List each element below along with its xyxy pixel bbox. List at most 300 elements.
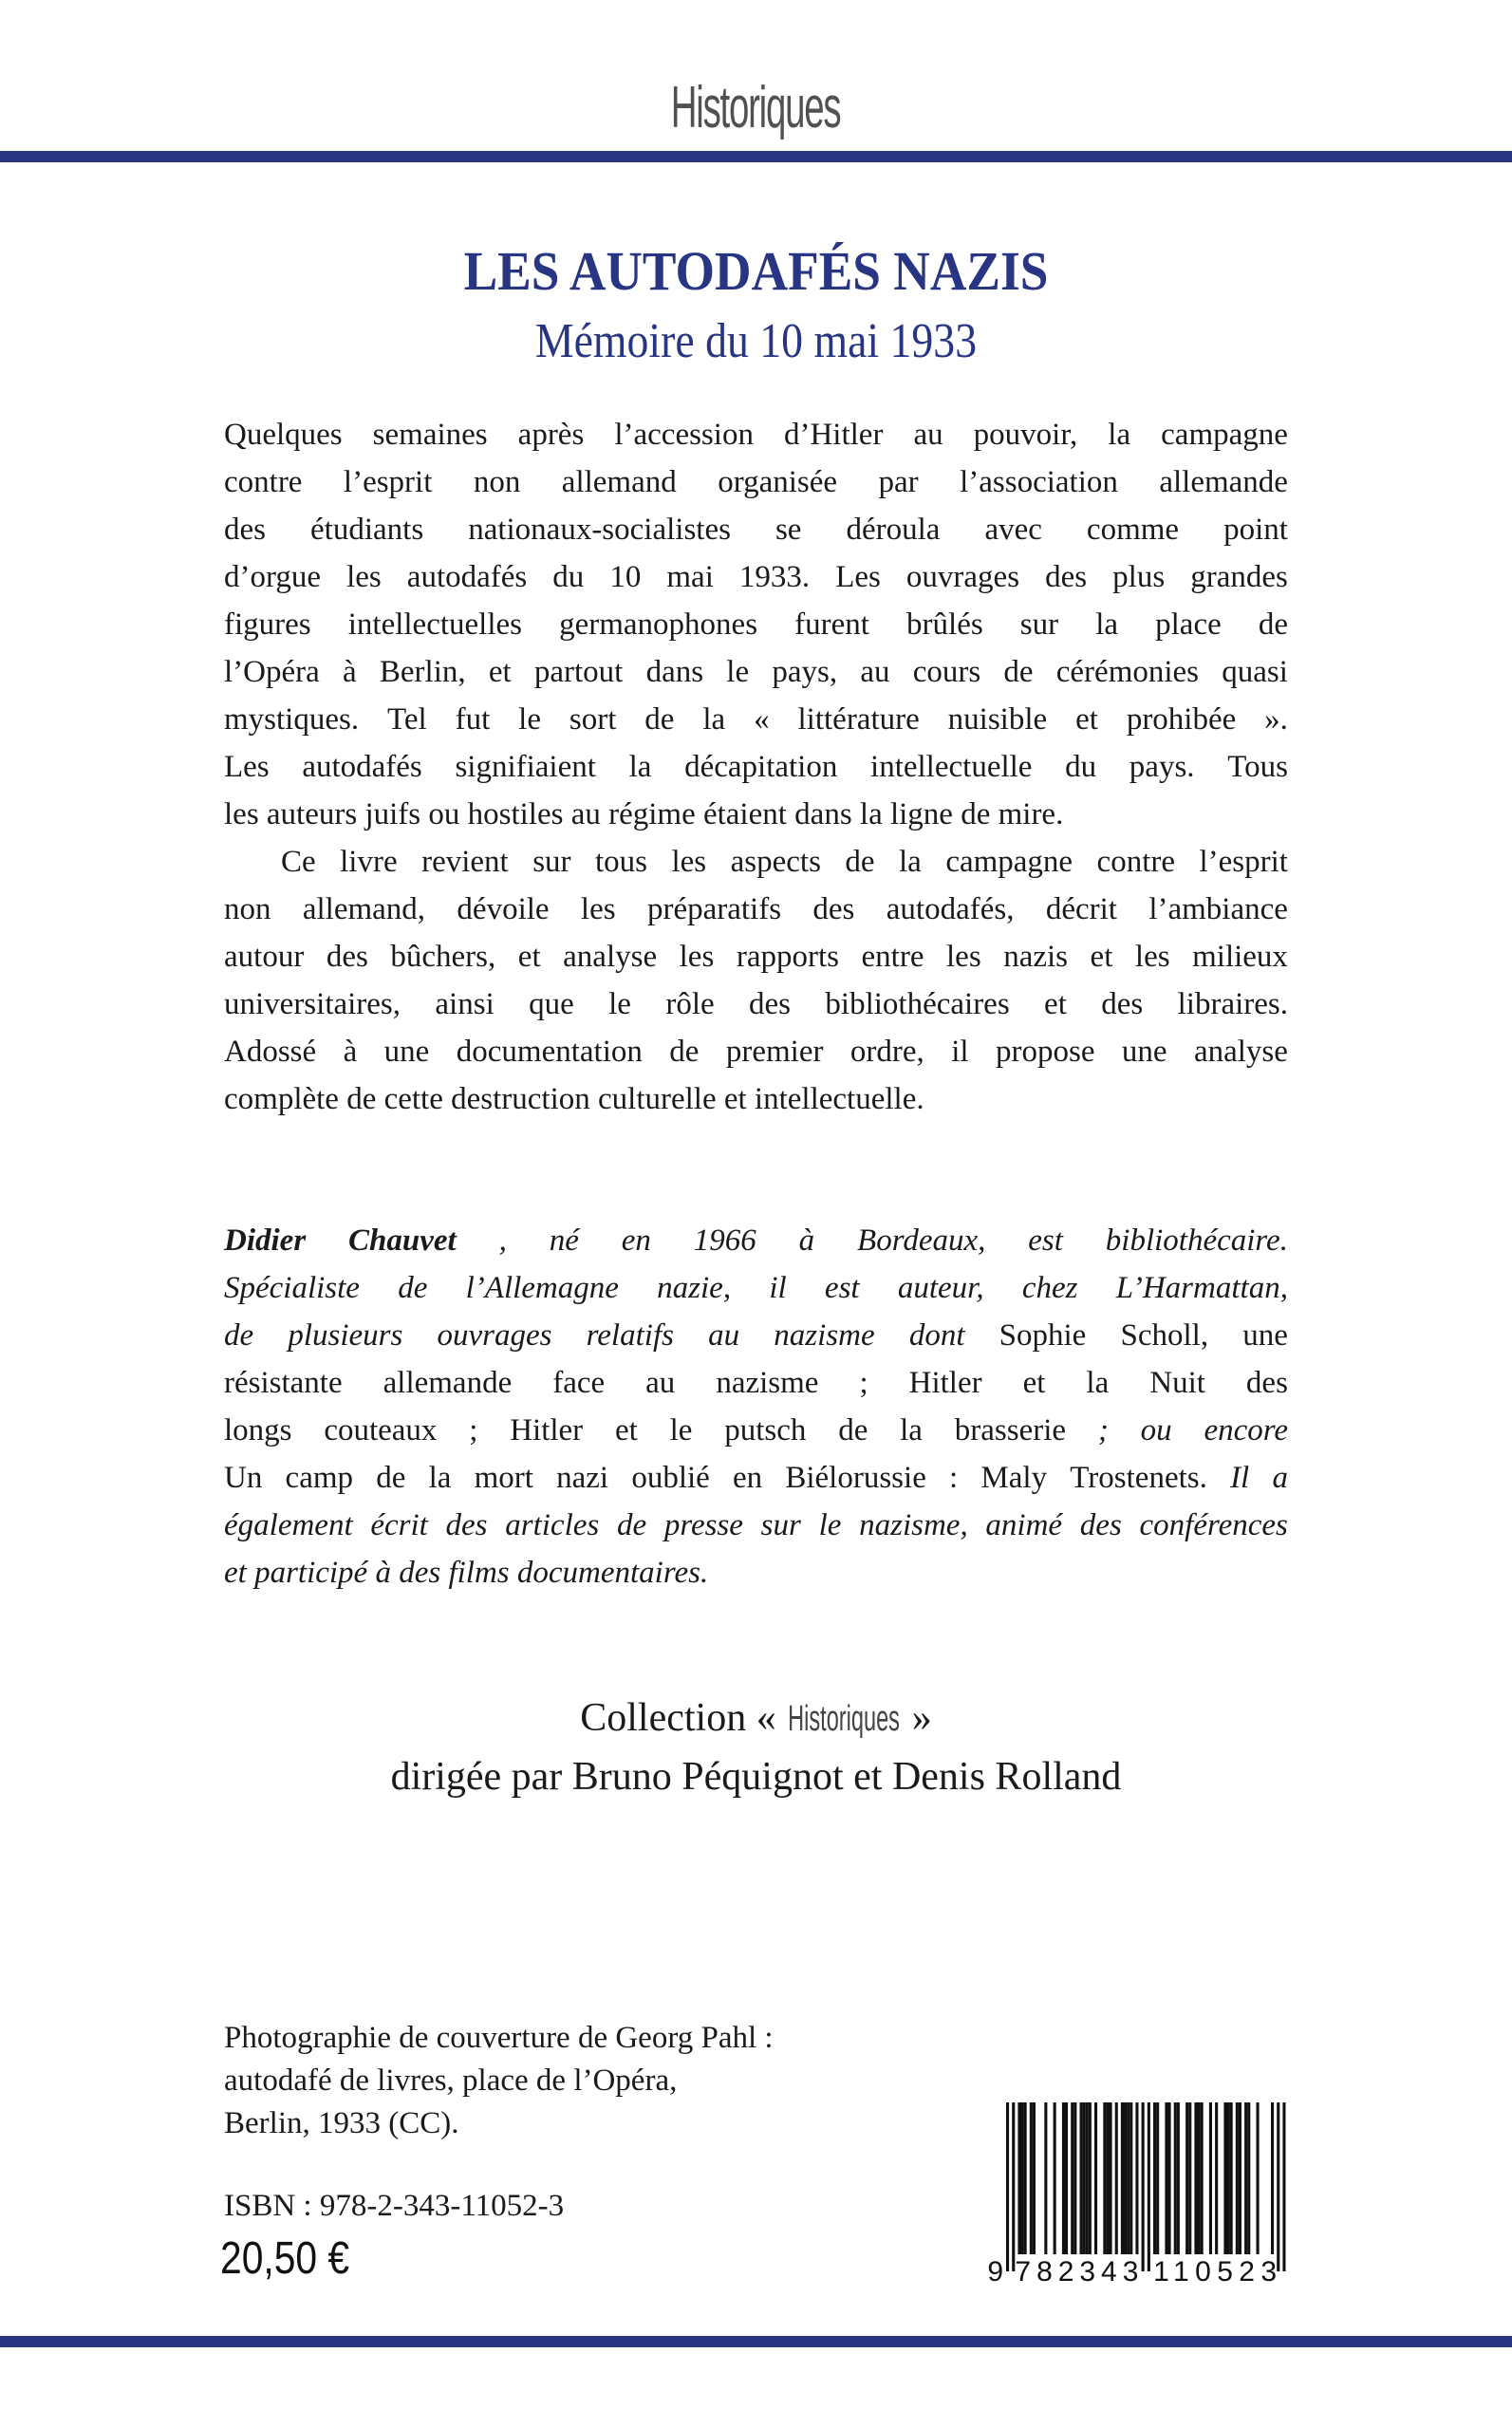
credit-line: Photographie de couverture de Georg Pahl : <box>224 2021 774 2055</box>
word: Berlin, <box>379 655 466 689</box>
word: conférences <box>1139 1508 1288 1542</box>
word: nazi <box>556 1461 609 1495</box>
text-line <box>224 1549 1288 1597</box>
word: entre <box>861 940 924 974</box>
word: nazis <box>1003 940 1069 974</box>
word: nazie, <box>657 1271 732 1305</box>
word: la <box>1095 607 1119 642</box>
word: d’Hitler <box>783 418 884 452</box>
word: Scholl, <box>1120 1318 1209 1353</box>
word: premier <box>725 1035 824 1069</box>
collection-name: Historiques <box>788 1699 901 1739</box>
word: oublié <box>631 1461 710 1495</box>
word: aspects <box>730 845 821 879</box>
word: 10 <box>609 560 642 594</box>
word: de <box>838 1413 868 1447</box>
barcode-bar <box>1156 2102 1159 2254</box>
word: putsch <box>724 1413 807 1447</box>
word: né <box>549 1223 579 1258</box>
text-line <box>224 1502 1288 1549</box>
word: bibliothécaire. <box>1105 1223 1288 1258</box>
word: au <box>913 418 943 452</box>
book-title: LES AUTODAFÉS NAZIS <box>463 240 1049 302</box>
text-line <box>224 791 1288 838</box>
word: longs <box>224 1413 292 1447</box>
word: organisée <box>718 465 838 499</box>
barcode-bar <box>1230 2102 1233 2254</box>
word: intellectuelles <box>347 607 522 642</box>
word: des <box>1045 560 1088 594</box>
word: rapports <box>736 940 839 974</box>
barcode-bar <box>1239 2102 1241 2254</box>
word: germanophones <box>559 607 758 642</box>
word: de <box>845 845 875 879</box>
word: allemande <box>383 1366 513 1400</box>
word: une <box>383 1035 430 1069</box>
word: Sophie <box>999 1318 1087 1353</box>
word: sort <box>569 702 617 737</box>
word: les <box>346 560 382 594</box>
text-line <box>224 648 1288 696</box>
word: brûlés <box>906 607 983 642</box>
word: à <box>343 655 357 689</box>
isbn: ISBN : 978-2-343-11052-3 <box>224 2189 565 2223</box>
barcode-bar <box>1121 2102 1124 2254</box>
word: préparatifs <box>646 892 782 926</box>
word: brasserie <box>954 1413 1067 1447</box>
word: le <box>818 1508 842 1542</box>
word: de <box>669 1035 700 1069</box>
barcode-bar <box>1244 2102 1247 2254</box>
barcode-bar <box>1129 2102 1132 2254</box>
barcode-bar <box>1110 2102 1112 2254</box>
word: plus <box>1112 560 1166 594</box>
word: animé <box>985 1508 1063 1542</box>
word: ; <box>469 1413 478 1447</box>
bottom-rule <box>0 2336 1512 2347</box>
word: de <box>398 1271 428 1305</box>
word: avec <box>984 513 1042 547</box>
barcode-digits: 9 <box>987 2256 1003 2288</box>
barcode-bar <box>1236 2102 1239 2254</box>
word: à <box>798 1223 815 1258</box>
word: Biélorussie <box>785 1461 926 1495</box>
barcode-bar <box>1089 2102 1092 2254</box>
word: fut <box>455 702 491 737</box>
word: bibliothécaires <box>825 987 1010 1021</box>
word: ». <box>1264 702 1288 737</box>
word: place <box>1155 607 1222 642</box>
word: intellectuelle <box>870 750 1033 784</box>
word: Hitler <box>510 1413 584 1447</box>
word: il <box>951 1035 969 1069</box>
word: analyse <box>563 940 658 974</box>
barcode-bar <box>1271 2102 1274 2254</box>
word: de <box>1258 607 1288 642</box>
word: analyse <box>1193 1035 1288 1069</box>
word: une <box>1242 1318 1288 1353</box>
word: Un <box>224 1461 263 1495</box>
word: l’Opéra <box>224 655 320 689</box>
word: livre <box>340 845 398 879</box>
word: ainsi <box>435 987 495 1021</box>
word: Chauvet <box>348 1223 457 1258</box>
barcode-bar <box>1198 2102 1201 2254</box>
word: et <box>1075 702 1098 737</box>
word: couteaux <box>324 1413 438 1447</box>
word: autodafés <box>406 560 528 594</box>
word: a <box>1272 1461 1288 1495</box>
word: et <box>517 940 541 974</box>
collection-directors: dirigée par Bruno Péquignot et Denis Rolland <box>390 1755 1122 1799</box>
word: point <box>1223 513 1288 547</box>
barcode-bar <box>1006 2102 1009 2271</box>
word: des <box>1101 987 1144 1021</box>
word: des <box>445 1508 488 1542</box>
word: nazisme <box>774 1318 875 1353</box>
word: et <box>488 655 512 689</box>
word: est <box>824 1271 860 1305</box>
barcode-bar <box>1062 2102 1065 2254</box>
barcode-bar <box>1185 2102 1188 2254</box>
word: au <box>860 655 890 689</box>
text-line <box>224 1312 1288 1359</box>
word: presse <box>663 1508 743 1542</box>
word: ouvrages <box>905 560 1020 594</box>
barcode-bar <box>1030 2102 1033 2254</box>
word: déroula <box>846 513 941 547</box>
word: en <box>733 1461 763 1495</box>
word: Les <box>835 560 881 594</box>
word: revient <box>421 845 509 879</box>
word: universitaires, <box>224 987 401 1021</box>
word: et <box>1022 1366 1046 1400</box>
text-line <box>224 933 1288 980</box>
word: des <box>224 513 266 547</box>
word: L’Harmattan, <box>1115 1271 1288 1305</box>
barcode-bar <box>1142 2102 1145 2271</box>
collection-prefix: Collection « <box>580 1696 787 1740</box>
barcode-bar <box>1188 2102 1191 2254</box>
barcode-bar <box>1080 2102 1083 2254</box>
word: relatifs <box>586 1318 674 1353</box>
word: sur <box>532 845 571 879</box>
word: les <box>580 892 616 926</box>
word: contre <box>224 465 303 499</box>
word: Il <box>1230 1461 1250 1495</box>
word: l’esprit <box>1199 845 1288 879</box>
word: chez <box>1021 1271 1078 1305</box>
word: également <box>224 1508 353 1542</box>
barcode-bar <box>1282 2102 1285 2271</box>
word: la <box>628 750 652 784</box>
barcode-bar <box>1209 2102 1212 2254</box>
barcode-bar <box>1073 2102 1076 2254</box>
text-line <box>224 601 1288 648</box>
word: articles <box>505 1508 600 1542</box>
word: le <box>608 987 631 1021</box>
barcode-bar <box>1127 2102 1129 2254</box>
word: mystiques. <box>224 702 360 737</box>
word: l’ambiance <box>1148 892 1288 926</box>
word: décapitation <box>684 750 838 784</box>
word: dont <box>908 1318 965 1353</box>
word: allemande <box>1159 465 1288 499</box>
word: de <box>1003 655 1034 689</box>
credit-line: autodafé de livres, place de l’Opéra, <box>224 2064 678 2098</box>
barcode-bar <box>1257 2102 1260 2254</box>
word: mort <box>474 1461 533 1495</box>
word: et <box>1044 987 1067 1021</box>
barcode-bar <box>1174 2102 1177 2254</box>
word: au <box>708 1318 740 1353</box>
word: Ce <box>281 845 316 879</box>
word: des <box>812 892 855 926</box>
barcode-bar <box>1065 2102 1068 2254</box>
word: Spécialiste <box>224 1271 360 1305</box>
word: partout <box>533 655 624 689</box>
word: autodafés, <box>886 892 1015 926</box>
text-line <box>224 838 1288 886</box>
word: non <box>224 892 271 926</box>
word: signifiaient <box>455 750 596 784</box>
word: Maly <box>980 1461 1048 1495</box>
barcode-bar <box>1094 2102 1097 2254</box>
word: la <box>702 702 726 737</box>
text-line <box>224 1359 1288 1407</box>
word: d’orgue <box>224 560 322 594</box>
word: Nuit <box>1149 1366 1205 1400</box>
text-segment: complète de cette destruction culturelle et intellectuelle. <box>224 1082 924 1116</box>
word: la <box>900 1413 923 1447</box>
text-line <box>224 1075 1288 1123</box>
text-segment: les auteurs juifs ou hostiles au régime étaient dans la ligne de mire. <box>224 797 1064 831</box>
word: écrit <box>370 1508 428 1542</box>
word: dans <box>645 655 704 689</box>
word: de <box>616 1508 647 1542</box>
word: la <box>1086 1366 1110 1400</box>
barcode-bar <box>1135 2102 1138 2254</box>
barcode <box>987 2102 1300 2288</box>
word: Tous <box>1227 750 1288 784</box>
barcode-digits: 110523 <box>1153 2256 1278 2288</box>
barcode-bar <box>1044 2102 1047 2254</box>
word: la <box>428 1461 452 1495</box>
collection-suffix: » <box>902 1696 932 1740</box>
barcode-bar <box>1103 2102 1106 2254</box>
word: « <box>754 702 770 737</box>
barcode-bar <box>1215 2102 1218 2254</box>
word: figures <box>224 607 311 642</box>
text-line <box>224 1264 1288 1312</box>
word: ou <box>1140 1413 1172 1447</box>
word: Quelques <box>224 418 343 452</box>
word: et <box>1090 940 1113 974</box>
text-segment: et participé à des films documentaires. <box>224 1556 709 1590</box>
word: des <box>1245 1366 1288 1400</box>
word: nazisme, <box>859 1508 968 1542</box>
word: du <box>1065 750 1097 784</box>
word: Bordeaux, <box>857 1223 986 1258</box>
word: les <box>946 940 981 974</box>
word: mai <box>666 560 714 594</box>
word: l’Allemagne <box>465 1271 619 1305</box>
author-bio <box>224 1217 1288 1597</box>
text-line <box>224 553 1288 601</box>
barcode-bar <box>1148 2102 1150 2271</box>
barcode-bar <box>1177 2102 1180 2254</box>
word: campagne <box>1161 418 1288 452</box>
word: ordre, <box>849 1035 924 1069</box>
word: encore <box>1204 1413 1288 1447</box>
barcode-bar <box>1277 2102 1279 2271</box>
barcode-bar <box>1017 2102 1020 2254</box>
price: 20,50 € <box>220 2233 350 2284</box>
word: la <box>1108 418 1131 452</box>
barcode-bar <box>1124 2102 1127 2254</box>
word: et <box>614 1413 638 1447</box>
word: 1966 <box>693 1223 756 1258</box>
word: le <box>726 655 750 689</box>
word: : <box>949 1461 959 1495</box>
barcode-bar <box>1153 2102 1156 2254</box>
word: tous <box>595 845 648 879</box>
word: Tel <box>387 702 427 737</box>
text-line <box>224 696 1288 743</box>
word: les <box>671 845 707 879</box>
word: est <box>1028 1223 1063 1258</box>
word: cérémonies <box>1055 655 1200 689</box>
word: l’accession <box>614 418 754 452</box>
word: autour <box>224 940 305 974</box>
barcode-bar <box>1165 2102 1167 2254</box>
barcode-bar <box>1227 2102 1230 2254</box>
barcode-bar <box>1247 2102 1250 2254</box>
word: l’esprit <box>343 465 433 499</box>
word: face <box>552 1366 606 1400</box>
word: par <box>878 465 919 499</box>
word: Hitler <box>908 1366 982 1400</box>
word: nationaux-socialistes <box>468 513 731 547</box>
barcode-bar <box>1201 2102 1204 2254</box>
text-line <box>224 886 1288 933</box>
collection-line <box>0 1689 1512 1748</box>
barcode-digits: 782343 <box>1015 2256 1139 2288</box>
word: autodafés <box>302 750 422 784</box>
word: dévoile <box>457 892 550 926</box>
word: des <box>326 940 368 974</box>
word: semaines <box>372 418 488 452</box>
barcode-bar <box>1106 2102 1109 2254</box>
word: non <box>473 465 521 499</box>
text-line <box>224 743 1288 791</box>
word: contre <box>1096 845 1175 879</box>
collection-logo: Historiques <box>671 75 841 140</box>
word: de <box>644 702 675 737</box>
word: rôle <box>665 987 715 1021</box>
word: comme <box>1086 513 1180 547</box>
barcode-bar <box>1024 2102 1027 2254</box>
word: bûchers, <box>390 940 496 974</box>
word: le <box>518 702 541 737</box>
text-line <box>224 980 1288 1028</box>
word: sur <box>1019 607 1059 642</box>
word: sur <box>760 1508 801 1542</box>
word: auteur, <box>897 1271 984 1305</box>
word: nuisible <box>947 702 1048 737</box>
barcode-bar <box>1223 2102 1226 2254</box>
text-line <box>224 411 1288 458</box>
word: pays. <box>1129 750 1195 784</box>
word: documentation <box>456 1035 643 1069</box>
word: allemand <box>561 465 677 499</box>
word: 1933. <box>738 560 811 594</box>
word: furent <box>794 607 869 642</box>
word: littérature <box>797 702 920 737</box>
text-line <box>224 458 1288 506</box>
word: le <box>669 1413 693 1447</box>
word: pays, <box>772 655 838 689</box>
book-subtitle: Mémoire du 10 mai 1933 <box>534 314 978 368</box>
word: résistante <box>224 1366 343 1400</box>
word: que <box>529 987 574 1021</box>
word: libraires. <box>1177 987 1288 1021</box>
word: à <box>343 1035 358 1069</box>
word: propose <box>995 1035 1095 1069</box>
credit-line: Berlin, 1933 (CC). <box>224 2106 459 2140</box>
text-line <box>224 1454 1288 1502</box>
text-line <box>224 1407 1288 1454</box>
barcode-bar <box>1086 2102 1089 2254</box>
word: camp <box>285 1461 354 1495</box>
word: , <box>498 1223 507 1258</box>
photo-credits <box>224 2017 774 2145</box>
word: milieux <box>1192 940 1288 974</box>
word: décrit <box>1045 892 1117 926</box>
word: ; <box>859 1366 868 1400</box>
word: cours <box>912 655 981 689</box>
word: ouvrages <box>437 1318 552 1353</box>
top-rule <box>0 151 1512 162</box>
word: prohibée <box>1126 702 1237 737</box>
word: au <box>645 1366 676 1400</box>
barcode-bar <box>1168 2102 1171 2254</box>
word: l’association <box>960 465 1118 499</box>
word: se <box>775 513 802 547</box>
word: pouvoir, <box>973 418 1078 452</box>
word: quasi <box>1222 655 1288 689</box>
word: Didier <box>224 1223 307 1258</box>
barcode-bar <box>1071 2102 1073 2254</box>
word: en <box>621 1223 651 1258</box>
word: de <box>376 1461 406 1495</box>
word: Les <box>224 750 270 784</box>
word: la <box>899 845 922 879</box>
word: des <box>1079 1508 1122 1542</box>
text-line <box>224 506 1288 553</box>
barcode-bar <box>1054 2102 1056 2254</box>
barcode-bar <box>1033 2102 1036 2254</box>
word: des <box>749 987 792 1021</box>
barcode-bar <box>1115 2102 1118 2254</box>
barcode-bar <box>1012 2102 1015 2271</box>
summary-text <box>224 411 1288 1123</box>
barcode-bar <box>1194 2102 1197 2254</box>
text-line <box>224 1217 1288 1264</box>
word: après <box>517 418 585 452</box>
word: nazisme <box>716 1366 819 1400</box>
word: Trostenets. <box>1070 1461 1207 1495</box>
